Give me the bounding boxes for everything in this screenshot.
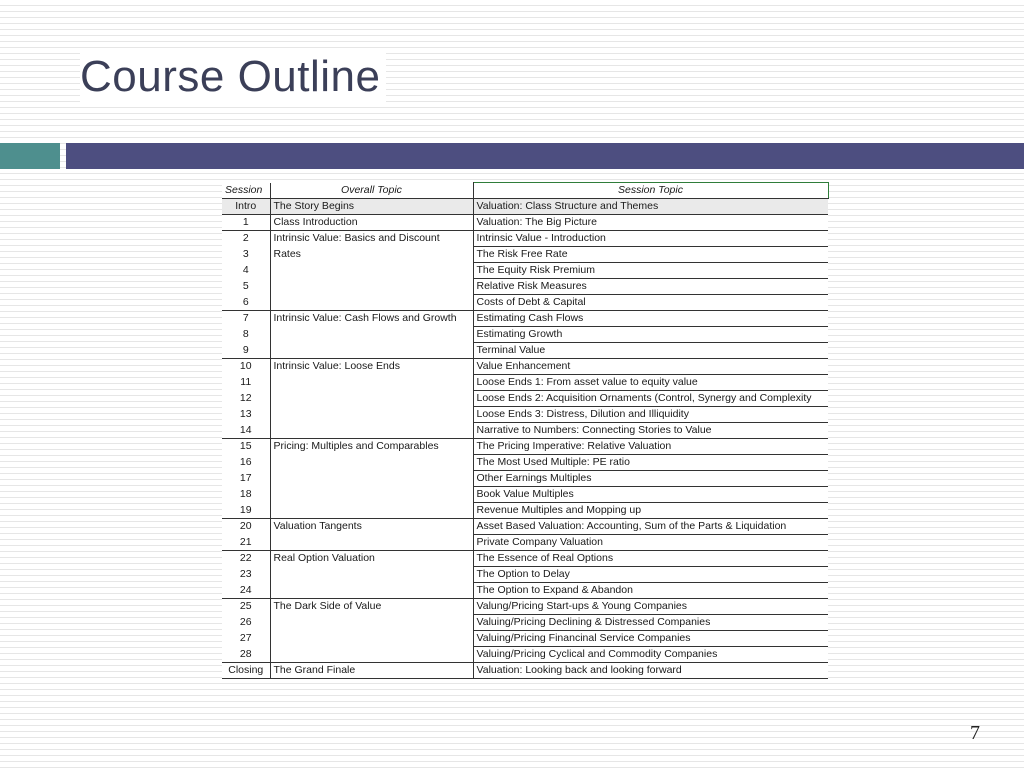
session-number-cell: 10 xyxy=(222,359,270,375)
overall-topic-cell: Intrinsic Value: Cash Flows and Growth xyxy=(270,311,473,327)
overall-topic-cell xyxy=(270,279,473,295)
session-number-cell: Intro xyxy=(222,199,270,215)
session-topic-cell: Asset Based Valuation: Accounting, Sum of the Parts & Liquidation xyxy=(473,519,828,535)
session-topic-cell: Estimating Growth xyxy=(473,327,828,343)
session-number-cell: 15 xyxy=(222,439,270,455)
session-number-cell: 13 xyxy=(222,407,270,423)
table-header-row xyxy=(222,183,828,199)
overall-topic-cell xyxy=(270,631,473,647)
table-row xyxy=(222,583,828,599)
table-row xyxy=(222,391,828,407)
overall-topic-cell: Intrinsic Value: Loose Ends xyxy=(270,359,473,375)
session-topic-cell: The Pricing Imperative: Relative Valuation xyxy=(473,439,828,455)
overall-topic-cell xyxy=(270,343,473,359)
table-row xyxy=(222,503,828,519)
table-row xyxy=(222,295,828,311)
table-row xyxy=(222,343,828,359)
session-topic-cell: Intrinsic Value - Introduction xyxy=(473,231,828,247)
overall-topic-cell: The Dark Side of Value xyxy=(270,599,473,615)
table-row xyxy=(222,487,828,503)
course-outline-table-container xyxy=(222,182,828,679)
session-topic-cell: Costs of Debt & Capital xyxy=(473,295,828,311)
table-row xyxy=(222,199,828,215)
session-topic-cell: The Option to Expand & Abandon xyxy=(473,583,828,599)
session-number-cell: 26 xyxy=(222,615,270,631)
overall-topic-cell: Intrinsic Value: Basics and Discount xyxy=(270,231,473,247)
overall-topic-cell: Real Option Valuation xyxy=(270,551,473,567)
session-number-cell: 6 xyxy=(222,295,270,311)
session-number-cell: 16 xyxy=(222,455,270,471)
session-number-cell: 28 xyxy=(222,647,270,663)
table-row xyxy=(222,375,828,391)
table-row xyxy=(222,631,828,647)
session-number-cell: Closing xyxy=(222,663,270,679)
session-topic-cell: The Risk Free Rate xyxy=(473,247,828,263)
table-row xyxy=(222,231,828,247)
overall-topic-cell xyxy=(270,615,473,631)
session-number-cell: 9 xyxy=(222,343,270,359)
session-topic-cell: Private Company Valuation xyxy=(473,535,828,551)
session-topic-cell: Loose Ends 2: Acquisition Ornaments (Control, Synergy and Complexity xyxy=(473,391,828,407)
overall-topic-cell xyxy=(270,391,473,407)
session-number-cell: 11 xyxy=(222,375,270,391)
table-body xyxy=(222,199,828,679)
overall-topic-cell xyxy=(270,263,473,279)
overall-topic-cell xyxy=(270,487,473,503)
overall-topic-cell xyxy=(270,567,473,583)
overall-topic-cell xyxy=(270,375,473,391)
session-number-cell: 8 xyxy=(222,327,270,343)
session-topic-cell: The Most Used Multiple: PE ratio xyxy=(473,455,828,471)
table-row xyxy=(222,279,828,295)
session-topic-cell: The Essence of Real Options xyxy=(473,551,828,567)
accent-bar-slate xyxy=(66,143,1024,169)
table-row xyxy=(222,615,828,631)
overall-topic-cell: The Story Begins xyxy=(270,199,473,215)
session-topic-cell: Valuation: Class Structure and Themes xyxy=(473,199,828,215)
session-number-cell: 12 xyxy=(222,391,270,407)
session-topic-cell: Valung/Pricing Start-ups & Young Companies xyxy=(473,599,828,615)
table-row xyxy=(222,359,828,375)
table-row xyxy=(222,439,828,455)
slide-title: Course Outline xyxy=(80,52,386,102)
course-outline-table xyxy=(222,182,829,679)
table-row xyxy=(222,519,828,535)
overall-topic-cell: Class Introduction xyxy=(270,215,473,231)
table-row xyxy=(222,551,828,567)
table-row xyxy=(222,423,828,439)
session-number-cell: 3 xyxy=(222,247,270,263)
session-topic-cell: Valuing/Pricing Cyclical and Commodity Companies xyxy=(473,647,828,663)
session-topic-cell: Valuation: Looking back and looking forward xyxy=(473,663,828,679)
overall-topic-cell xyxy=(270,327,473,343)
session-topic-cell: Valuing/Pricing Financinal Service Companies xyxy=(473,631,828,647)
overall-topic-cell xyxy=(270,295,473,311)
session-topic-cell: Book Value Multiples xyxy=(473,487,828,503)
session-topic-cell: Narrative to Numbers: Connecting Stories to Value xyxy=(473,423,828,439)
session-number-cell: 23 xyxy=(222,567,270,583)
session-number-cell: 22 xyxy=(222,551,270,567)
session-topic-cell: Valuing/Pricing Declining & Distressed Companies xyxy=(473,615,828,631)
header-session: Session xyxy=(222,183,270,199)
table-row xyxy=(222,407,828,423)
table-row xyxy=(222,663,828,679)
table-row xyxy=(222,567,828,583)
session-topic-cell: Terminal Value xyxy=(473,343,828,359)
session-topic-cell: Revenue Multiples and Mopping up xyxy=(473,503,828,519)
overall-topic-cell xyxy=(270,423,473,439)
session-topic-cell: Estimating Cash Flows xyxy=(473,311,828,327)
session-topic-cell: Loose Ends 1: From asset value to equity value xyxy=(473,375,828,391)
header-overall-topic: Overall Topic xyxy=(270,183,473,199)
overall-topic-cell: Valuation Tangents xyxy=(270,519,473,535)
session-topic-cell: The Equity Risk Premium xyxy=(473,263,828,279)
session-number-cell: 7 xyxy=(222,311,270,327)
session-number-cell: 24 xyxy=(222,583,270,599)
overall-topic-cell: Pricing: Multiples and Comparables xyxy=(270,439,473,455)
session-number-cell: 18 xyxy=(222,487,270,503)
table-row xyxy=(222,327,828,343)
session-topic-cell: The Option to Delay xyxy=(473,567,828,583)
overall-topic-cell xyxy=(270,583,473,599)
session-number-cell: 17 xyxy=(222,471,270,487)
table-row xyxy=(222,455,828,471)
session-topic-cell: Relative Risk Measures xyxy=(473,279,828,295)
session-topic-cell: Other Earnings Multiples xyxy=(473,471,828,487)
session-number-cell: 25 xyxy=(222,599,270,615)
session-number-cell: 27 xyxy=(222,631,270,647)
session-number-cell: 5 xyxy=(222,279,270,295)
session-number-cell: 20 xyxy=(222,519,270,535)
session-topic-cell: Valuation: The Big Picture xyxy=(473,215,828,231)
page-number: 7 xyxy=(970,722,980,744)
table-row xyxy=(222,471,828,487)
table-row xyxy=(222,215,828,231)
header-session-topic: Session Topic xyxy=(473,183,828,199)
table-row xyxy=(222,311,828,327)
overall-topic-cell xyxy=(270,503,473,519)
session-topic-cell: Loose Ends 3: Distress, Dilution and Illiquidity xyxy=(473,407,828,423)
session-number-cell: 4 xyxy=(222,263,270,279)
session-number-cell: 2 xyxy=(222,231,270,247)
session-number-cell: 14 xyxy=(222,423,270,439)
accent-bar-teal xyxy=(0,143,60,169)
table-row xyxy=(222,263,828,279)
table-row xyxy=(222,599,828,615)
table-row xyxy=(222,247,828,263)
overall-topic-cell: The Grand Finale xyxy=(270,663,473,679)
overall-topic-cell xyxy=(270,647,473,663)
session-number-cell: 19 xyxy=(222,503,270,519)
session-number-cell: 1 xyxy=(222,215,270,231)
session-number-cell: 21 xyxy=(222,535,270,551)
overall-topic-cell xyxy=(270,455,473,471)
overall-topic-cell xyxy=(270,471,473,487)
table-row xyxy=(222,535,828,551)
overall-topic-cell: Rates xyxy=(270,247,473,263)
session-topic-cell: Value Enhancement xyxy=(473,359,828,375)
table-row xyxy=(222,647,828,663)
overall-topic-cell xyxy=(270,407,473,423)
overall-topic-cell xyxy=(270,535,473,551)
